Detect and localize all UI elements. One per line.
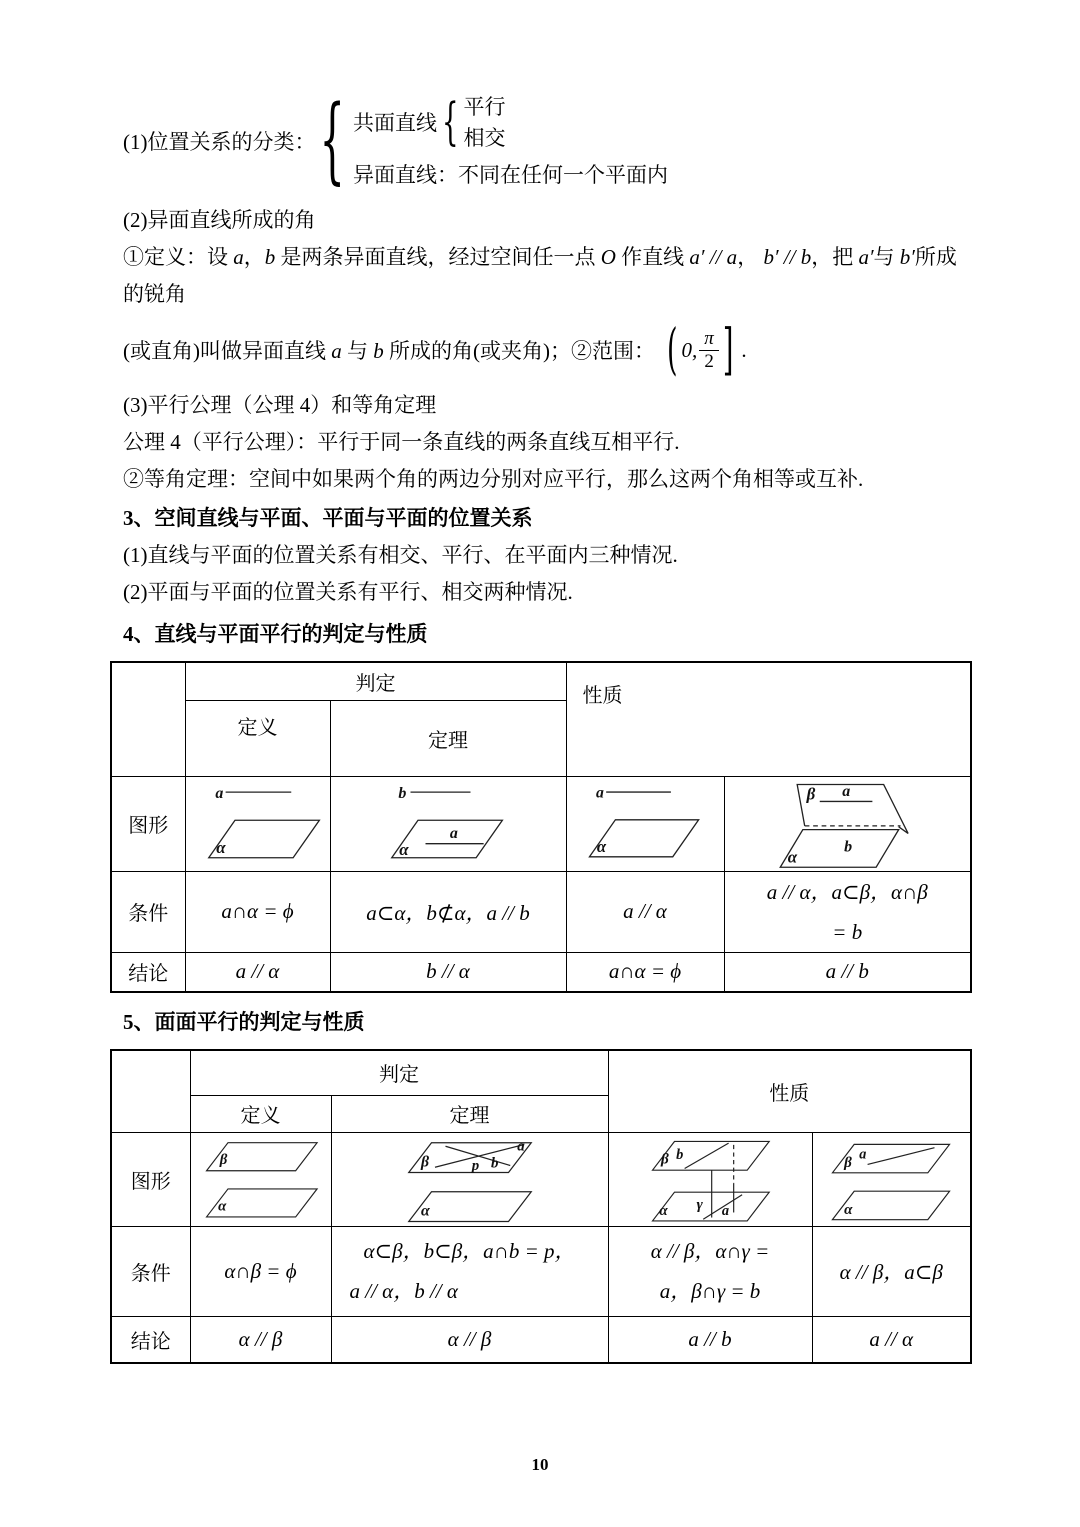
page-number: 10 — [531, 1455, 549, 1474]
fraction-numerator: π — [699, 328, 719, 351]
svg-text:α: α — [399, 839, 409, 859]
figure-line-above-plane — [190, 779, 331, 869]
cell-figure-2 — [330, 776, 566, 871]
svg-text:β: β — [806, 784, 816, 804]
header-judge: 判定 — [190, 1050, 608, 1095]
cell-condition-3 — [608, 1226, 812, 1316]
coplanar-group — [353, 92, 668, 154]
figure-planes-cut-by-third-plane — [642, 1133, 778, 1226]
svg-text:β: β — [660, 1149, 669, 1167]
cell-conclusion-2: α // β — [331, 1316, 608, 1363]
svg-text:α: α — [217, 1198, 226, 1215]
header-judge: 判定 — [185, 662, 566, 700]
fraction-denominator: 2 — [704, 350, 714, 372]
open-paren: ( — [667, 318, 678, 382]
header-property: 性质 — [608, 1050, 971, 1132]
classification-items — [353, 92, 668, 190]
classification-label: (1)位置关系的分类： — [123, 130, 316, 154]
line-plane-parallel-table — [110, 661, 972, 993]
cell-condition-1: α∩β = ϕ — [190, 1226, 331, 1316]
cell-conclusion-4: a // α — [812, 1316, 971, 1363]
svg-text:a: a — [595, 784, 604, 802]
svg-text:a: a — [214, 784, 223, 802]
header-definition: 定义 — [185, 700, 330, 776]
header-property: 性质 — [566, 662, 971, 776]
cell-conclusion-3: a // b — [608, 1316, 812, 1363]
outer-brace: { — [319, 86, 345, 196]
corner-cell — [111, 1050, 190, 1132]
figure-line-above-plane-with-line-in-plane — [373, 779, 523, 869]
svg-text:α: α — [844, 1201, 853, 1218]
svg-text:b: b — [490, 1154, 498, 1171]
row-label-condition: 条件 — [111, 1226, 190, 1316]
axiom4-text: 公理 4（平行公理）：平行于同一条直线的两条直线互相平行. — [123, 430, 680, 454]
table5-title: 5、面面平行的判定与性质 — [123, 1010, 365, 1034]
section3-item2: (2)平面与平面的位置关系有平行、相交两种情况. — [123, 580, 573, 604]
cell-figure-3 — [608, 1132, 812, 1226]
section3-title: 3、空间直线与平面、平面与平面的位置关系 — [123, 506, 533, 530]
classification-figure — [110, 88, 970, 194]
cell-figure-1 — [190, 1132, 331, 1226]
section3-item1: (1)直线与平面的位置关系有相交、平行、在平面内三种情况. — [123, 543, 678, 567]
condition-4-line-1: a // α，a⊂β，α∩β — [766, 879, 928, 904]
svg-text:a: a — [449, 824, 458, 842]
period: . — [741, 337, 747, 362]
condition-2-line-2: a // α，b // α — [349, 1279, 458, 1303]
angle-title: (2)异面直线所成的角 — [123, 208, 316, 232]
figure-plane-with-intersecting-lines — [400, 1134, 540, 1225]
table4-title: 4、直线与平面平行的判定与性质 — [123, 622, 428, 646]
skew-label: 异面直线：不同在任何一个平面内 — [352, 163, 668, 187]
plane-plane-parallel-table — [110, 1049, 972, 1364]
cell-figure-3 — [566, 776, 724, 871]
figure-line-parallel-plane — [571, 779, 719, 868]
range-line — [110, 315, 970, 385]
svg-text:b: b — [844, 837, 853, 855]
svg-text:a: a — [842, 782, 851, 800]
row-label-condition: 条件 — [111, 871, 185, 952]
figure-two-planes-intersection — [767, 777, 927, 871]
row-label-figure: 图形 — [111, 776, 185, 871]
interval-lead: 0, — [681, 337, 698, 362]
svg-text:a: a — [859, 1146, 867, 1163]
coplanar-kinds — [464, 92, 506, 154]
cell-conclusion-2: b // α — [330, 952, 566, 992]
svg-text:α: α — [596, 837, 607, 857]
header-definition: 定义 — [190, 1095, 331, 1132]
row-label-conclusion: 结论 — [111, 952, 185, 992]
axiom-title: (3)平行公理（公理 4）和等角定理 — [123, 393, 437, 417]
skew-angle-definition: ①定义：设 a，b 是两条异面直线，经过空间任一点 O 作直线 a′ // a， b′ // b，把 a′与 b′所成的锐角 — [123, 245, 957, 306]
coplanar-label: 共面直线 — [352, 110, 437, 135]
header-theorem: 定理 — [331, 1095, 608, 1132]
parallel-label: 平行 — [463, 95, 506, 119]
cell-condition-4: α // β，a⊂β — [812, 1226, 971, 1316]
svg-text:a: a — [721, 1202, 730, 1219]
svg-text:a: a — [516, 1138, 525, 1155]
inner-brace: { — [441, 93, 459, 153]
cell-figure-4 — [812, 1132, 971, 1226]
cell-conclusion-4: a // b — [724, 952, 971, 992]
intersect-label: 相交 — [463, 126, 506, 150]
row-label-figure: 图形 — [111, 1132, 190, 1226]
condition-3-line-2: a，β∩γ = b — [659, 1279, 761, 1303]
cell-condition-2 — [331, 1226, 608, 1316]
svg-text:α: α — [215, 837, 226, 857]
cell-condition-4 — [724, 871, 971, 952]
figure-two-parallel-planes — [195, 1136, 327, 1222]
svg-text:β: β — [219, 1152, 227, 1169]
cell-conclusion-1: a // α — [185, 952, 330, 992]
pi-over-2-fraction — [699, 328, 719, 373]
cell-condition-2: a⊂α，b⊄α，a // b — [330, 871, 566, 952]
svg-text:β: β — [844, 1154, 853, 1171]
condition-2-line-1: α⊂β，b⊂β，a∩b = p， — [363, 1239, 576, 1263]
cell-conclusion-3: a∩α = ϕ — [566, 952, 724, 992]
range-text: (或直角)叫做异面直线 a 与 b 所成的角(或夹角)；②范围： — [123, 339, 655, 363]
svg-text:b: b — [676, 1146, 684, 1163]
close-bracket: ] — [722, 318, 734, 382]
cell-figure-2 — [331, 1132, 608, 1226]
row-label-conclusion: 结论 — [111, 1316, 190, 1363]
svg-text:α: α — [659, 1201, 668, 1219]
svg-text:p: p — [471, 1157, 479, 1174]
cell-condition-3: a // α — [566, 871, 724, 952]
range-interval — [663, 318, 747, 382]
svg-text:α: α — [420, 1201, 430, 1219]
cell-conclusion-1: α // β — [190, 1316, 331, 1363]
svg-text:γ: γ — [696, 1195, 703, 1213]
condition-3-line-1: α // β，α∩γ = — [650, 1239, 770, 1263]
cell-figure-4 — [724, 776, 971, 871]
figure-plane-with-line-and-parallel-plane — [824, 1136, 958, 1223]
cell-condition-1: a∩α = ϕ — [185, 871, 330, 952]
equal-angle-theorem: ②等角定理：空间中如果两个角的两边分别对应平行，那么这两个角相等或互补. — [123, 467, 864, 491]
corner-cell — [111, 662, 185, 776]
svg-text:b: b — [398, 784, 407, 802]
svg-text:α: α — [788, 847, 798, 867]
cell-figure-1 — [185, 776, 330, 871]
header-theorem: 定理 — [330, 700, 566, 776]
condition-4-line-2: = b — [832, 919, 863, 944]
svg-text:β: β — [420, 1152, 429, 1170]
